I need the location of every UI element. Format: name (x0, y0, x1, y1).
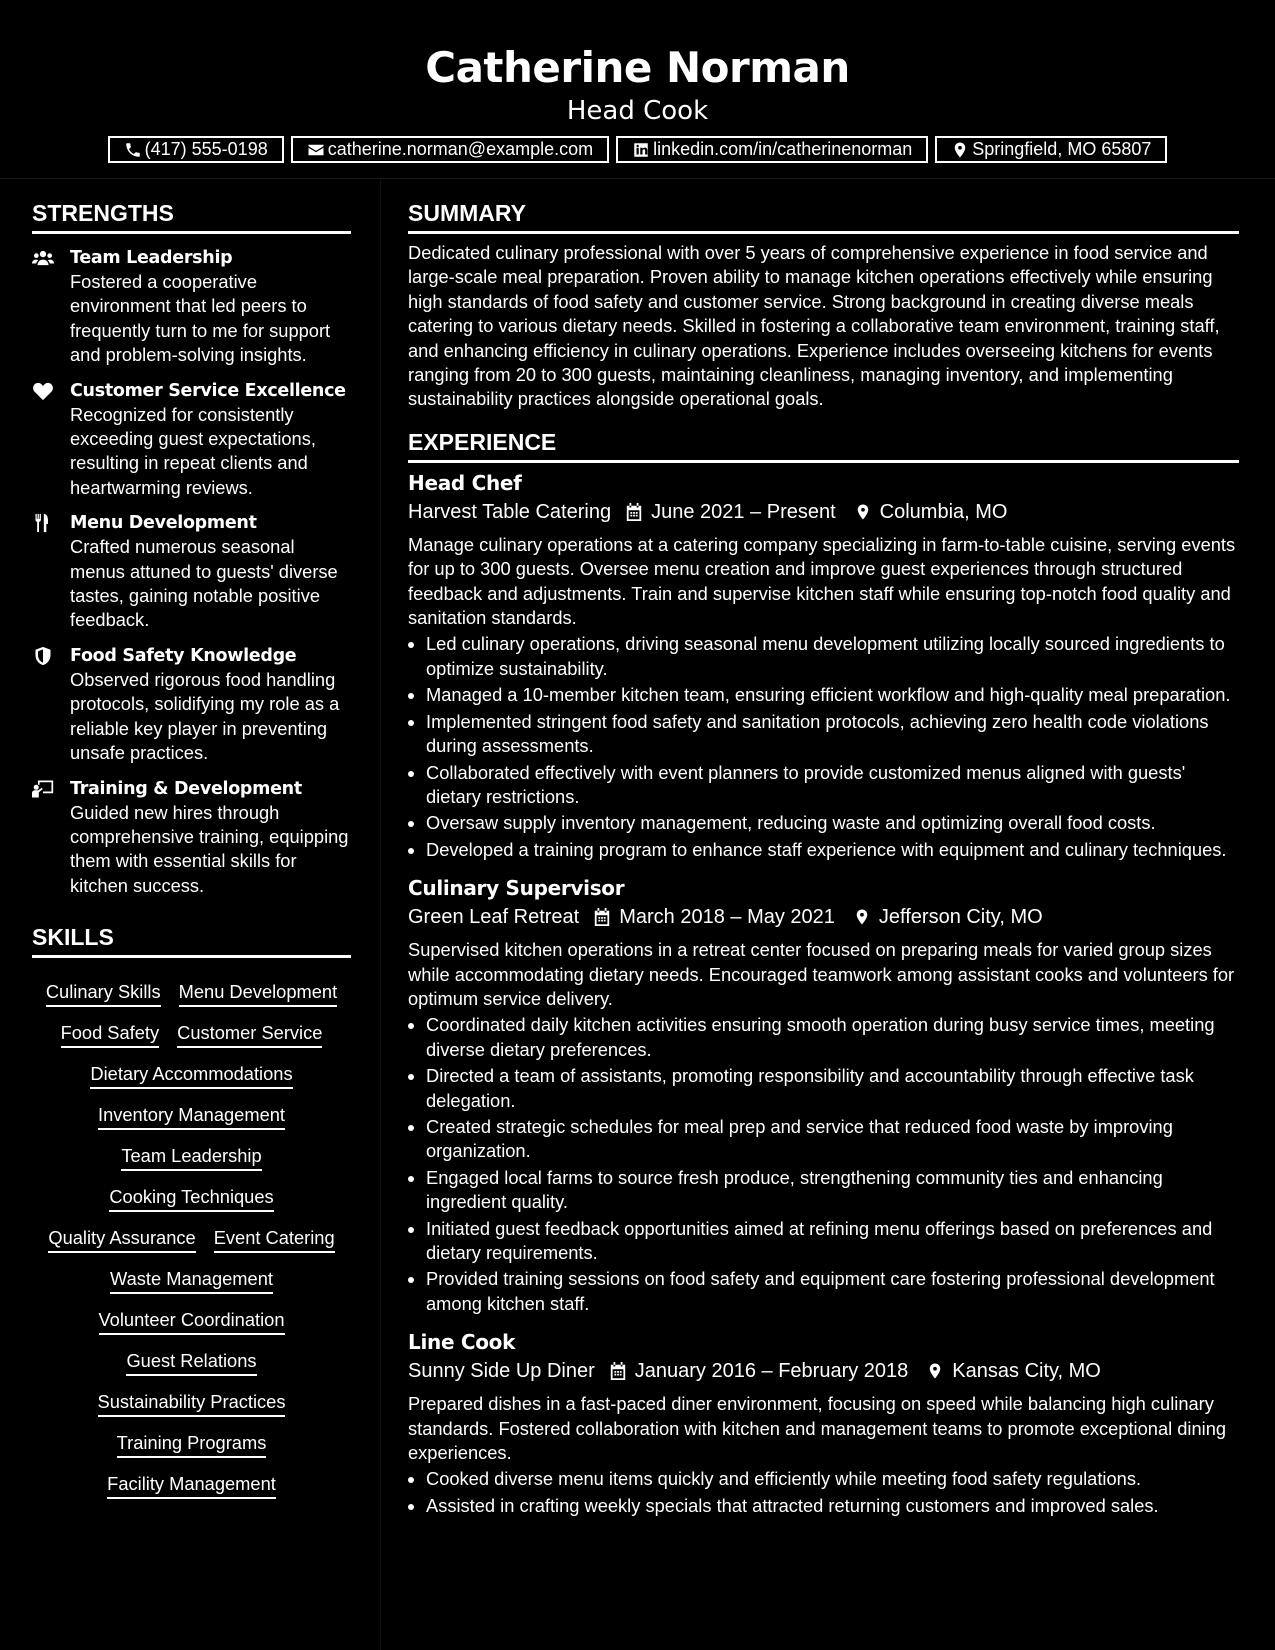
contact-bar (0, 136, 1275, 163)
job-company: Harvest Table Catering (408, 500, 612, 523)
job-bullet: • Collaborated effectively with event planners to provide customized menus aligned with guests' dietary restrictions. (426, 761, 1239, 810)
strength-item (32, 644, 351, 766)
job-entry (408, 1328, 1239, 1518)
job-location: Columbia, MO (879, 500, 1008, 523)
job-bullet: • Developed a training program to enhance staff experience with equipment and culinary techniques. (426, 838, 1239, 862)
strength-text: Guided new hires through comprehensive training, equipping them with essential skills for kitchen success. (70, 801, 349, 896)
skills-heading: SKILLS (32, 920, 351, 958)
map-marker-icon (853, 907, 871, 927)
job-title: Head Chef (408, 470, 522, 495)
job-bullet: • Engaged local farms to source fresh produce, strengthening community ties and enhancing ingredient quality. (426, 1166, 1239, 1215)
strengths-list (32, 246, 351, 898)
strength-title: Customer Service Excellence (70, 380, 346, 401)
map-marker-icon (926, 1361, 944, 1381)
skill-tag: Quality Assurance (48, 1225, 195, 1253)
skill-tag: Waste Management (110, 1266, 273, 1294)
utensils-icon (32, 513, 54, 533)
strength-title: Food Safety Knowledge (70, 645, 297, 666)
skill-tag: Sustainability Practices (98, 1389, 286, 1417)
shield-icon (32, 646, 54, 666)
job-bullet: • Initiated guest feedback opportunities aimed at refining menu offerings based on preferences and dietary requirements. (426, 1217, 1239, 1266)
job-dates: June 2021 – Present (651, 500, 836, 523)
skill-tag: Inventory Management (98, 1102, 285, 1130)
job-bullet: • Oversaw supply inventory management, reducing waste and optimizing overall food costs. (426, 811, 1239, 835)
skill-tag: Culinary Skills (46, 979, 161, 1007)
heart-icon (32, 381, 54, 401)
skill-tag: Cooking Techniques (109, 1184, 273, 1212)
column-divider (380, 179, 381, 1650)
left-column (32, 196, 351, 1499)
job-bullet: • Provided training sessions on food safety and equipment care fostering professional development among kitchen staff. (426, 1267, 1239, 1316)
job-title: Culinary Supervisor (408, 876, 625, 901)
job-bullet: • Led culinary operations, driving seasonal menu development utilizing locally sourced ingredients to optimize sustainability. (426, 632, 1239, 681)
skill-tag: Volunteer Coordination (99, 1307, 285, 1335)
skill-tag: Training Programs (117, 1430, 267, 1458)
job-title: Line Cook (408, 1330, 516, 1355)
strength-text: Observed rigorous food handling protocols, solidifying my role as a reliable key player in preventing unsafe practices. (70, 668, 340, 764)
skill-tag: Team Leadership (121, 1143, 261, 1171)
strength-text: Fostered a cooperative environment that led peers to frequently turn to me for support and problem-solving insights. (70, 271, 331, 366)
strengths-heading: STRENGTHS (32, 196, 351, 234)
skill-tag: Facility Management (107, 1471, 276, 1499)
experience-heading: EXPERIENCE (408, 425, 1239, 463)
contact-email[interactable] (291, 136, 609, 163)
skill-tag: Guest Relations (126, 1348, 256, 1376)
job-company: Green Leaf Retreat (408, 906, 580, 929)
job-description: Manage culinary operations at a catering company specializing in farm-to-table cuisine, serving events for up to 300 guests. Oversee menu creation and improve guest experiences through structured feedback and adjustments. Train and supervise kitchen staff while ensuring top-notch food quality and sanitation standards. (408, 533, 1236, 629)
job-description: Supervised kitchen operations in a retreat center focused on preparing meals for varied group sizes while accommodating dietary needs. Encouraged teamwork among assistant cooks and volunteers for optimum service delivery. (408, 939, 1235, 1009)
skill-tag: Food Safety (61, 1020, 160, 1048)
linkedin-text: linkedin.com/in/catherinenorman (653, 139, 913, 159)
strength-item (32, 379, 351, 501)
job-meta (408, 497, 1239, 527)
contact-phone[interactable] (108, 136, 284, 163)
skill-tag: Event Catering (214, 1225, 335, 1253)
phone-icon (124, 141, 142, 159)
map-marker-icon (951, 141, 969, 159)
summary-heading: SUMMARY (408, 196, 1239, 234)
skill-tag: Menu Development (179, 979, 338, 1007)
strength-title: Training & Development (70, 778, 302, 799)
phone-text: (417) 555-0198 (144, 139, 268, 159)
strength-item (32, 511, 351, 633)
job-company: Sunny Side Up Diner (408, 1360, 595, 1383)
strength-item (32, 246, 351, 368)
job-location: Jefferson City, MO (878, 906, 1043, 929)
skill-tag: Dietary Accommodations (90, 1061, 292, 1089)
job-bullet: • Created strategic schedules for meal prep and service that reduced food waste by improving organization. (426, 1115, 1239, 1164)
right-column (408, 196, 1239, 1520)
job-bullets (408, 1013, 1239, 1316)
candidate-name: Catherine Norman (425, 43, 850, 92)
job-bullet: • Directed a team of assistants, promoting responsibility and accountability through effective task delegation. (426, 1064, 1239, 1113)
chalkboard-teacher-icon (32, 779, 54, 799)
job-dates: March 2018 – May 2021 (619, 906, 835, 929)
strength-title: Team Leadership (70, 248, 233, 268)
job-meta (408, 902, 1239, 932)
job-bullet: • Assisted in crafting weekly specials that attracted returning customers and improved sales. (426, 1494, 1239, 1518)
contact-linkedin[interactable] (616, 136, 928, 163)
job-entry (408, 469, 1239, 862)
candidate-role: Head Cook (566, 96, 709, 126)
strength-title: Menu Development (70, 513, 257, 534)
job-dates: January 2016 – February 2018 (634, 1360, 909, 1383)
linkedin-icon (632, 141, 650, 159)
resume-header (0, 0, 1275, 159)
skills-list (32, 966, 351, 1499)
job-entry (408, 874, 1239, 1316)
job-bullet: • Coordinated daily kitchen activities ensuring smooth operation during busy service times, meeting diverse dietary preferences. (426, 1013, 1239, 1062)
envelope-icon (307, 141, 325, 159)
job-bullets (408, 1467, 1239, 1518)
job-meta (408, 1356, 1239, 1386)
calendar-icon (625, 502, 643, 522)
job-bullet: • Cooked diverse menu items quickly and efficiently while meeting food safety regulations. (426, 1467, 1239, 1491)
map-marker-icon (854, 502, 872, 522)
location-text: Springfield, MO 65807 (972, 139, 1152, 159)
job-bullet: • Managed a 10-member kitchen team, ensuring efficient workflow and high-quality meal preparation. (426, 683, 1239, 707)
job-bullets (408, 632, 1239, 862)
users-icon (32, 248, 54, 268)
skill-tag: Customer Service (177, 1020, 322, 1048)
calendar-icon (609, 1361, 627, 1381)
calendar-icon (593, 907, 611, 927)
strength-item (32, 777, 351, 899)
strength-text: Crafted numerous seasonal menus attuned to guests' diverse tastes, gaining notable positive feedback. (70, 536, 338, 631)
job-bullet: • Implemented stringent food safety and sanitation protocols, achieving zero health code violations during assessments. (426, 710, 1239, 759)
job-location: Kansas City, MO (952, 1360, 1101, 1383)
header-divider (0, 178, 1275, 179)
email-text: catherine.norman@example.com (327, 139, 594, 159)
contact-location[interactable] (935, 136, 1167, 163)
summary-text: Dedicated culinary professional with over 5 years of comprehensive experience in food service and large-scale meal preparation. Proven ability to manage kitchen operations effectively while ensuring high standards of food safety and customer service. Strong background in creating diverse meals catering to various dietary needs. Skilled in fostering a collaborative team environment, training staff, and enhancing efficiency in culinary operations. Experience includes overseeing kitchens for events ranging from 20 to 300 guests, maintaining cleanliness, managing inventory, and implementing sustainability practices alongside operational goals. (408, 242, 1220, 410)
job-description: Prepared dishes in a fast-paced diner environment, focusing on speed while balancing high culinary standards. Fostered collaboration with kitchen and management teams to promote exceptional dining experiences. (408, 1393, 1227, 1464)
strength-text: Recognized for consistently exceeding guest expectations, resulting in repeat clients and heartwarming reviews. (70, 403, 316, 498)
